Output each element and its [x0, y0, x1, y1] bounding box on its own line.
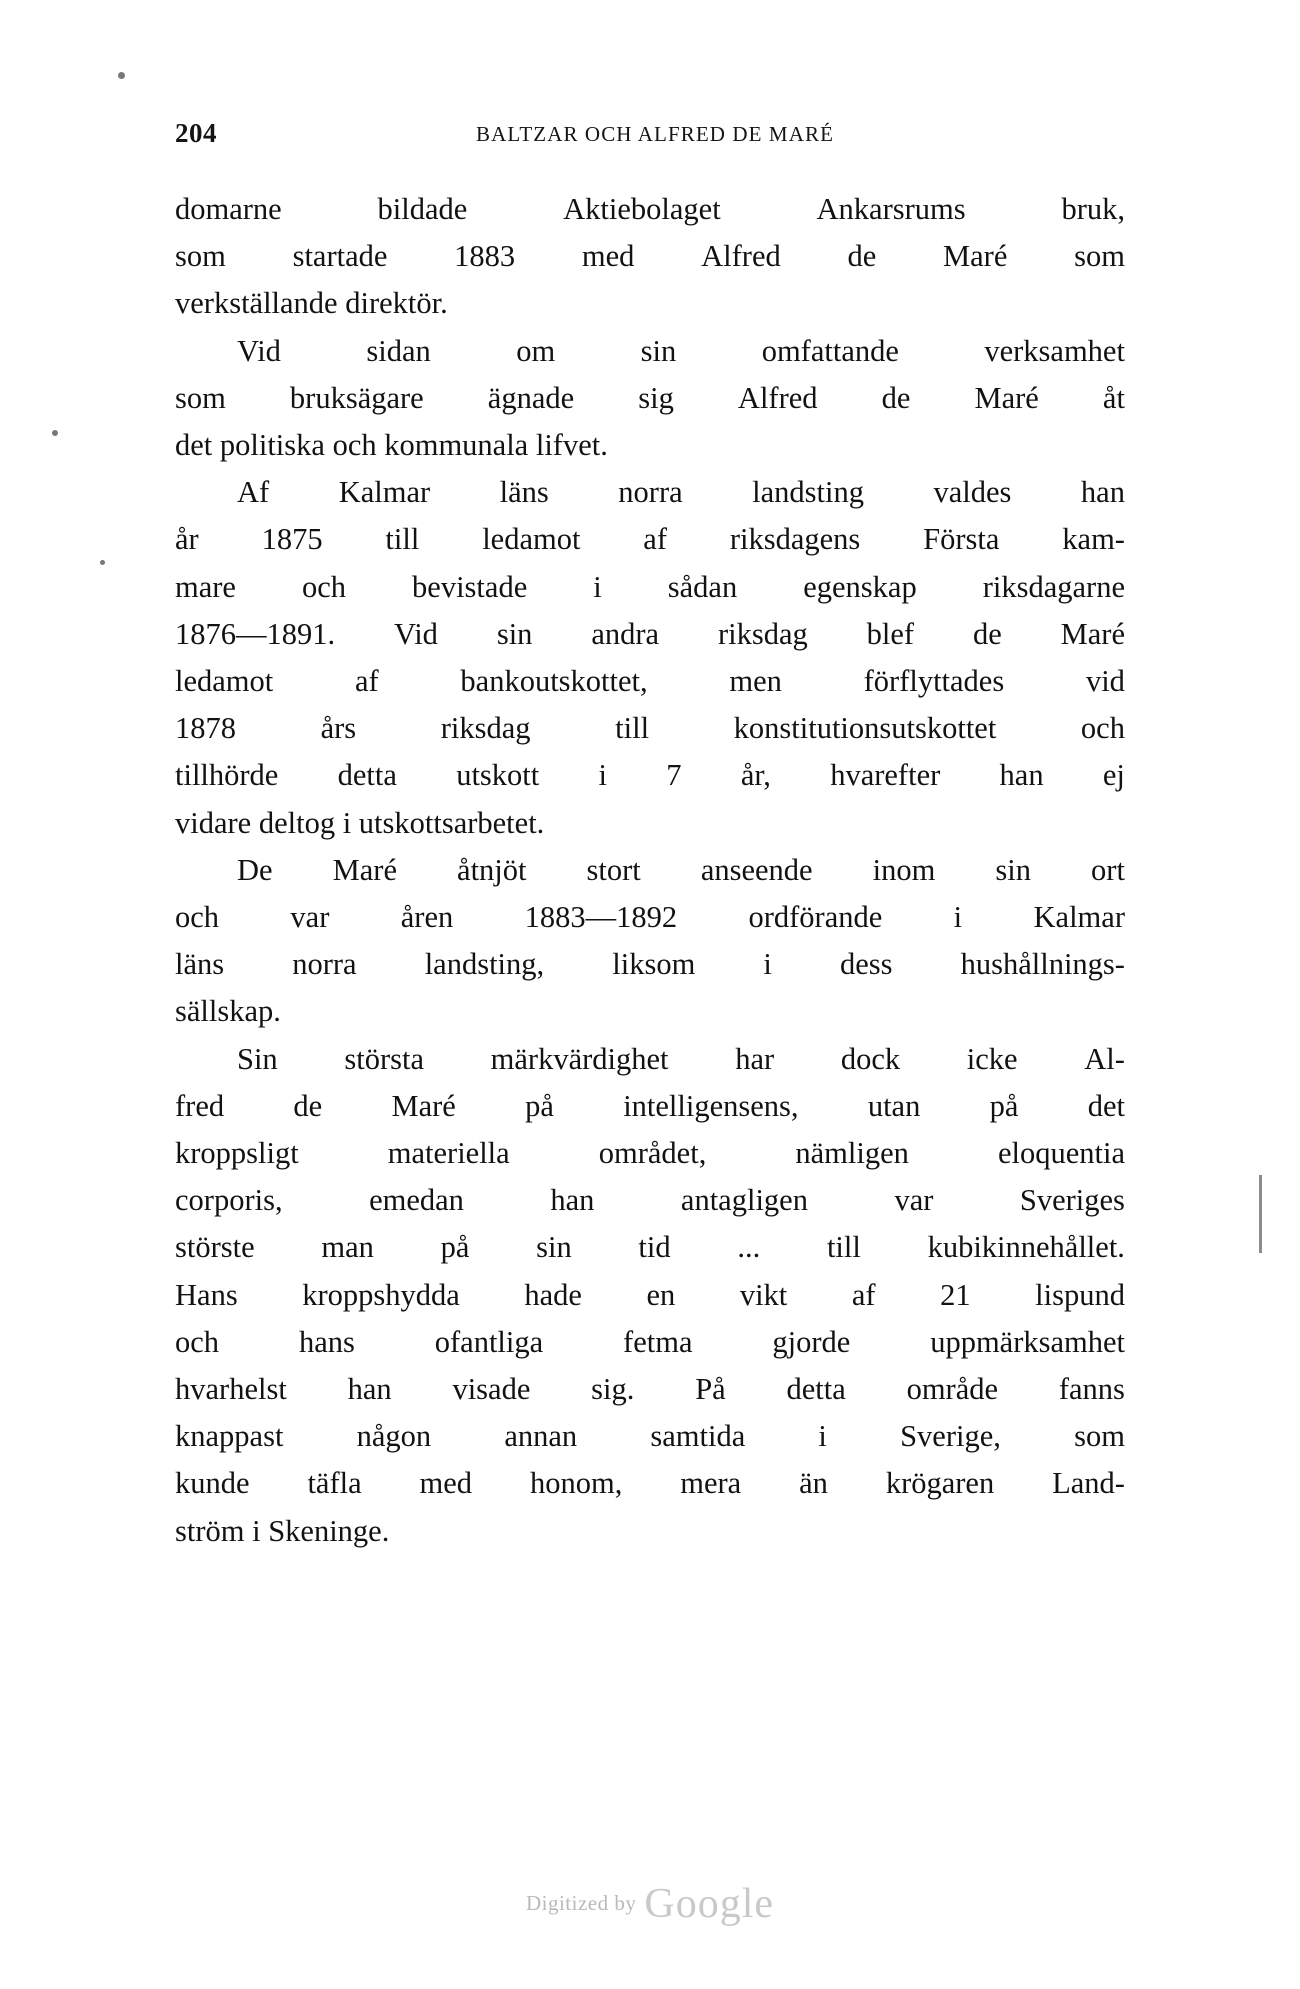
line-word: detta: [337, 758, 397, 793]
line-word: med: [581, 239, 635, 274]
text-line: [175, 1413, 1125, 1460]
line-word: kubikinnehållet.: [927, 1230, 1125, 1265]
line-word: åtnjöt: [457, 852, 527, 887]
line-word: 1878: [175, 711, 236, 746]
line-word: område: [906, 1372, 999, 1407]
line-word: Sveriges: [1019, 1183, 1125, 1218]
line-word: man: [321, 1230, 374, 1265]
line-word: liksom: [612, 947, 696, 982]
line-word: de: [847, 239, 877, 274]
line-word: han: [347, 1372, 392, 1407]
line-word: bruk,: [1061, 192, 1125, 226]
line-word: Land-: [1052, 1466, 1125, 1501]
line-word: de: [972, 616, 1002, 651]
line-word: täfla: [307, 1466, 362, 1501]
line-word: Maré: [391, 1088, 456, 1123]
page-number: 204: [175, 118, 217, 148]
line-word: på: [440, 1230, 470, 1265]
line-word: de: [293, 1088, 323, 1123]
line-word: af: [354, 664, 379, 699]
text-line: [175, 186, 1125, 233]
line-word: norra: [618, 475, 683, 510]
line-word: omfattande: [761, 333, 899, 368]
line-word: bildade: [377, 192, 468, 226]
line-word: det: [1087, 1088, 1125, 1123]
line-word: någon: [356, 1419, 432, 1454]
line-word: Vid: [394, 616, 438, 651]
line-word: år,: [740, 758, 771, 793]
line-word: ledamot: [175, 664, 274, 699]
running-head: BALTZAR OCH ALFRED DE MARÉ: [475, 122, 835, 146]
line-word: han: [550, 1183, 595, 1218]
line-word: utskott: [456, 758, 540, 793]
text-line: [175, 233, 1125, 280]
line-word: som: [1074, 239, 1125, 274]
text-line: [175, 375, 1125, 422]
line-word: ...: [737, 1230, 761, 1265]
line-word: hade: [524, 1277, 582, 1312]
line-word: i: [593, 569, 602, 604]
line-word: Maré: [974, 380, 1039, 415]
line-word: sin: [496, 616, 533, 651]
line-word: egenskap: [803, 569, 917, 604]
line-word: i: [763, 947, 772, 982]
line-word: stort: [586, 852, 641, 887]
page-footer: [0, 1880, 1300, 1928]
scan-speck: [118, 72, 125, 79]
line-word: en: [646, 1277, 676, 1312]
line-word: ej: [1102, 758, 1125, 793]
line-word: af: [851, 1277, 876, 1312]
line-word: och: [175, 1324, 220, 1359]
line-word: till: [826, 1230, 861, 1265]
line-word: sig: [638, 380, 674, 415]
line-word: hans: [298, 1324, 355, 1359]
line-word: startade: [292, 239, 388, 274]
line-word: sin: [536, 1230, 572, 1265]
line-word: Maré: [943, 239, 1008, 274]
line-word: års: [320, 711, 357, 746]
line-word: har: [735, 1041, 775, 1076]
text-line: [175, 1366, 1125, 1413]
line-word: utan: [867, 1088, 921, 1123]
paragraph: [175, 328, 1125, 470]
paragraph: [175, 186, 1125, 328]
line-word: 21: [940, 1277, 971, 1312]
line-word: Vid: [237, 333, 281, 368]
line-word: tillhörde: [175, 758, 279, 793]
line-word: bruksägare: [289, 380, 424, 415]
line-word: visade: [452, 1372, 531, 1407]
line-word: Al-: [1084, 1041, 1125, 1076]
line-word: ofantliga: [434, 1324, 544, 1359]
line-word: emedan: [369, 1183, 464, 1218]
line-word: inom: [872, 852, 936, 887]
text-line: [175, 1224, 1125, 1271]
line-word: Första: [923, 522, 1000, 557]
line-word: men: [729, 664, 782, 699]
page-edge-mark: [1259, 1175, 1262, 1253]
line-word: till: [385, 522, 420, 557]
line-word: åren: [400, 900, 454, 935]
line-word: På: [695, 1372, 726, 1407]
line-word: Sin: [237, 1041, 278, 1076]
line-word: 7: [666, 758, 682, 793]
line-word: ort: [1091, 852, 1125, 887]
text-line: [175, 280, 1125, 327]
line-word: de: [881, 380, 911, 415]
line-word: af: [643, 522, 667, 557]
text-line: [175, 328, 1125, 375]
line-text: vidare deltog i utskottsarbetet.: [175, 805, 545, 840]
line-word: landsting: [752, 475, 864, 510]
line-text: sällskap.: [175, 994, 281, 1029]
line-word: hvarefter: [830, 758, 941, 793]
line-word: vid: [1085, 664, 1125, 699]
line-word: norra: [292, 947, 357, 982]
line-word: riksdagarne: [982, 569, 1125, 604]
line-word: tid: [638, 1230, 671, 1265]
line-word: i: [818, 1419, 827, 1454]
line-word: Kalmar: [338, 475, 431, 510]
text-line: [175, 564, 1125, 611]
text-line: [175, 422, 1125, 469]
scan-speck: [52, 430, 58, 436]
line-word: Aktiebolaget: [563, 192, 721, 226]
line-word: läns: [175, 947, 225, 982]
line-word: De: [237, 852, 273, 887]
line-word: krögaren: [885, 1466, 995, 1501]
line-word: Af: [237, 475, 270, 510]
line-word: Alfred: [701, 239, 781, 274]
line-word: lispund: [1035, 1277, 1125, 1312]
line-word: på: [989, 1088, 1019, 1123]
line-word: dess: [839, 947, 893, 982]
line-word: om: [516, 333, 556, 368]
line-word: valdes: [933, 475, 1012, 510]
line-word: som: [175, 380, 226, 415]
line-word: riksdag: [717, 616, 808, 651]
line-text: verkställande direktör.: [175, 286, 448, 321]
paragraph: [175, 1036, 1125, 1555]
line-word: Kalmar: [1033, 900, 1125, 935]
line-word: verksamhet: [984, 333, 1125, 368]
line-word: som: [175, 239, 226, 274]
line-word: 1875: [261, 522, 323, 557]
line-word: hushållnings-: [960, 947, 1125, 982]
line-word: domarne: [175, 192, 282, 226]
line-word: ledamot: [482, 522, 581, 557]
line-word: eloquentia: [997, 1136, 1125, 1171]
line-word: riksdagens: [729, 522, 861, 557]
line-word: läns: [499, 475, 549, 510]
line-word: ägnade: [487, 380, 575, 415]
text-line: [175, 1508, 1125, 1555]
line-word: kroppshydda: [302, 1277, 460, 1312]
line-word: antagligen: [680, 1183, 808, 1218]
line-word: honom,: [529, 1466, 623, 1501]
line-word: var: [290, 900, 330, 935]
text-line: [175, 1083, 1125, 1130]
line-word: fred: [175, 1088, 225, 1123]
line-word: sin: [995, 852, 1031, 887]
line-word: var: [894, 1183, 934, 1218]
line-word: sådan: [667, 569, 738, 604]
text-line: [175, 1460, 1125, 1507]
line-word: kam-: [1062, 522, 1125, 557]
line-word: annan: [504, 1419, 578, 1454]
line-word: i: [953, 900, 963, 935]
line-word: Alfred: [737, 380, 818, 415]
line-word: riksdag: [440, 711, 531, 746]
line-word: på: [525, 1088, 554, 1123]
text-line: [175, 516, 1125, 563]
line-text: det politiska och kommunala lifvet.: [175, 428, 608, 463]
line-word: corporis,: [175, 1183, 283, 1218]
line-word: dock: [840, 1041, 901, 1076]
google-wordmark: Google: [644, 1881, 775, 1927]
line-word: gjorde: [772, 1324, 851, 1359]
line-word: sidan: [366, 333, 431, 368]
line-word: knappast: [175, 1419, 284, 1454]
line-word: Maré: [332, 852, 397, 887]
line-word: år: [175, 522, 199, 557]
line-text: ström i Skeninge.: [175, 1513, 390, 1548]
line-word: i: [598, 758, 607, 793]
line-word: med: [419, 1466, 473, 1501]
line-word: fanns: [1058, 1372, 1125, 1407]
line-word: samtida: [650, 1419, 746, 1454]
text-line: [175, 1272, 1125, 1319]
line-word: bankoutskottet,: [460, 664, 648, 699]
line-word: kroppsligt: [175, 1136, 299, 1171]
text-line: [175, 658, 1125, 705]
line-word: sig.: [591, 1372, 635, 1407]
line-word: detta: [786, 1372, 846, 1407]
digitized-watermark: [526, 1880, 774, 1928]
line-word: märkvärdighet: [490, 1041, 669, 1076]
line-word: mera: [680, 1466, 742, 1501]
text-line: [175, 800, 1125, 847]
line-word: fetma: [623, 1324, 693, 1359]
line-word: Ankarsrums: [816, 192, 966, 226]
line-word: kunde: [175, 1466, 250, 1501]
line-word: än: [799, 1466, 828, 1501]
text-line: [175, 1130, 1125, 1177]
line-word: störste: [175, 1230, 255, 1265]
text-line: [175, 611, 1125, 658]
text-line: [175, 847, 1125, 894]
line-word: hvarhelst: [175, 1372, 287, 1407]
line-word: icke: [966, 1041, 1018, 1076]
text-line: [175, 1036, 1125, 1083]
line-word: han: [999, 758, 1044, 793]
text-line: [175, 469, 1125, 516]
page-body: [175, 186, 1125, 1555]
line-word: 1876—1891.: [175, 616, 336, 651]
line-word: förflyttades: [863, 664, 1005, 699]
line-word: nämligen: [795, 1136, 909, 1171]
line-word: och: [301, 569, 347, 604]
line-word: Hans: [175, 1277, 238, 1312]
text-line: [175, 1177, 1125, 1224]
line-word: han: [1080, 475, 1125, 510]
line-word: andra: [591, 616, 660, 651]
text-line: [175, 894, 1125, 941]
line-word: bevistade: [412, 569, 528, 604]
line-word: som: [1074, 1419, 1125, 1454]
line-word: materiella: [387, 1136, 510, 1171]
page-header: [175, 118, 1135, 152]
line-word: vikt: [739, 1277, 788, 1312]
line-word: området,: [598, 1136, 707, 1171]
line-word: landsting,: [424, 947, 545, 982]
line-word: anseende: [700, 852, 813, 887]
paragraph: [175, 469, 1125, 847]
line-word: 1883—1892: [524, 900, 678, 935]
line-word: blef: [866, 616, 915, 651]
line-word: till: [615, 711, 650, 746]
line-word: intelligensens,: [623, 1088, 799, 1123]
line-word: och: [175, 900, 220, 935]
line-word: konstitutionsutskottet: [733, 711, 997, 746]
line-word: största: [344, 1041, 424, 1076]
line-word: åt: [1102, 380, 1125, 415]
line-word: 1883: [454, 239, 516, 274]
text-line: [175, 752, 1125, 799]
line-word: Sverige,: [900, 1419, 1001, 1454]
digitized-by-label: Digitized by: [525, 1891, 637, 1915]
paragraph: [175, 847, 1125, 1036]
text-line: [175, 1319, 1125, 1366]
text-line: [175, 705, 1125, 752]
text-line: [175, 988, 1125, 1035]
line-word: sin: [640, 333, 677, 368]
line-word: mare: [175, 569, 236, 604]
line-word: och: [1080, 711, 1125, 746]
line-word: uppmärksamhet: [930, 1324, 1125, 1359]
text-line: [175, 941, 1125, 988]
scan-speck: [100, 560, 105, 565]
line-word: ordförande: [748, 900, 883, 935]
line-word: Maré: [1060, 616, 1125, 651]
